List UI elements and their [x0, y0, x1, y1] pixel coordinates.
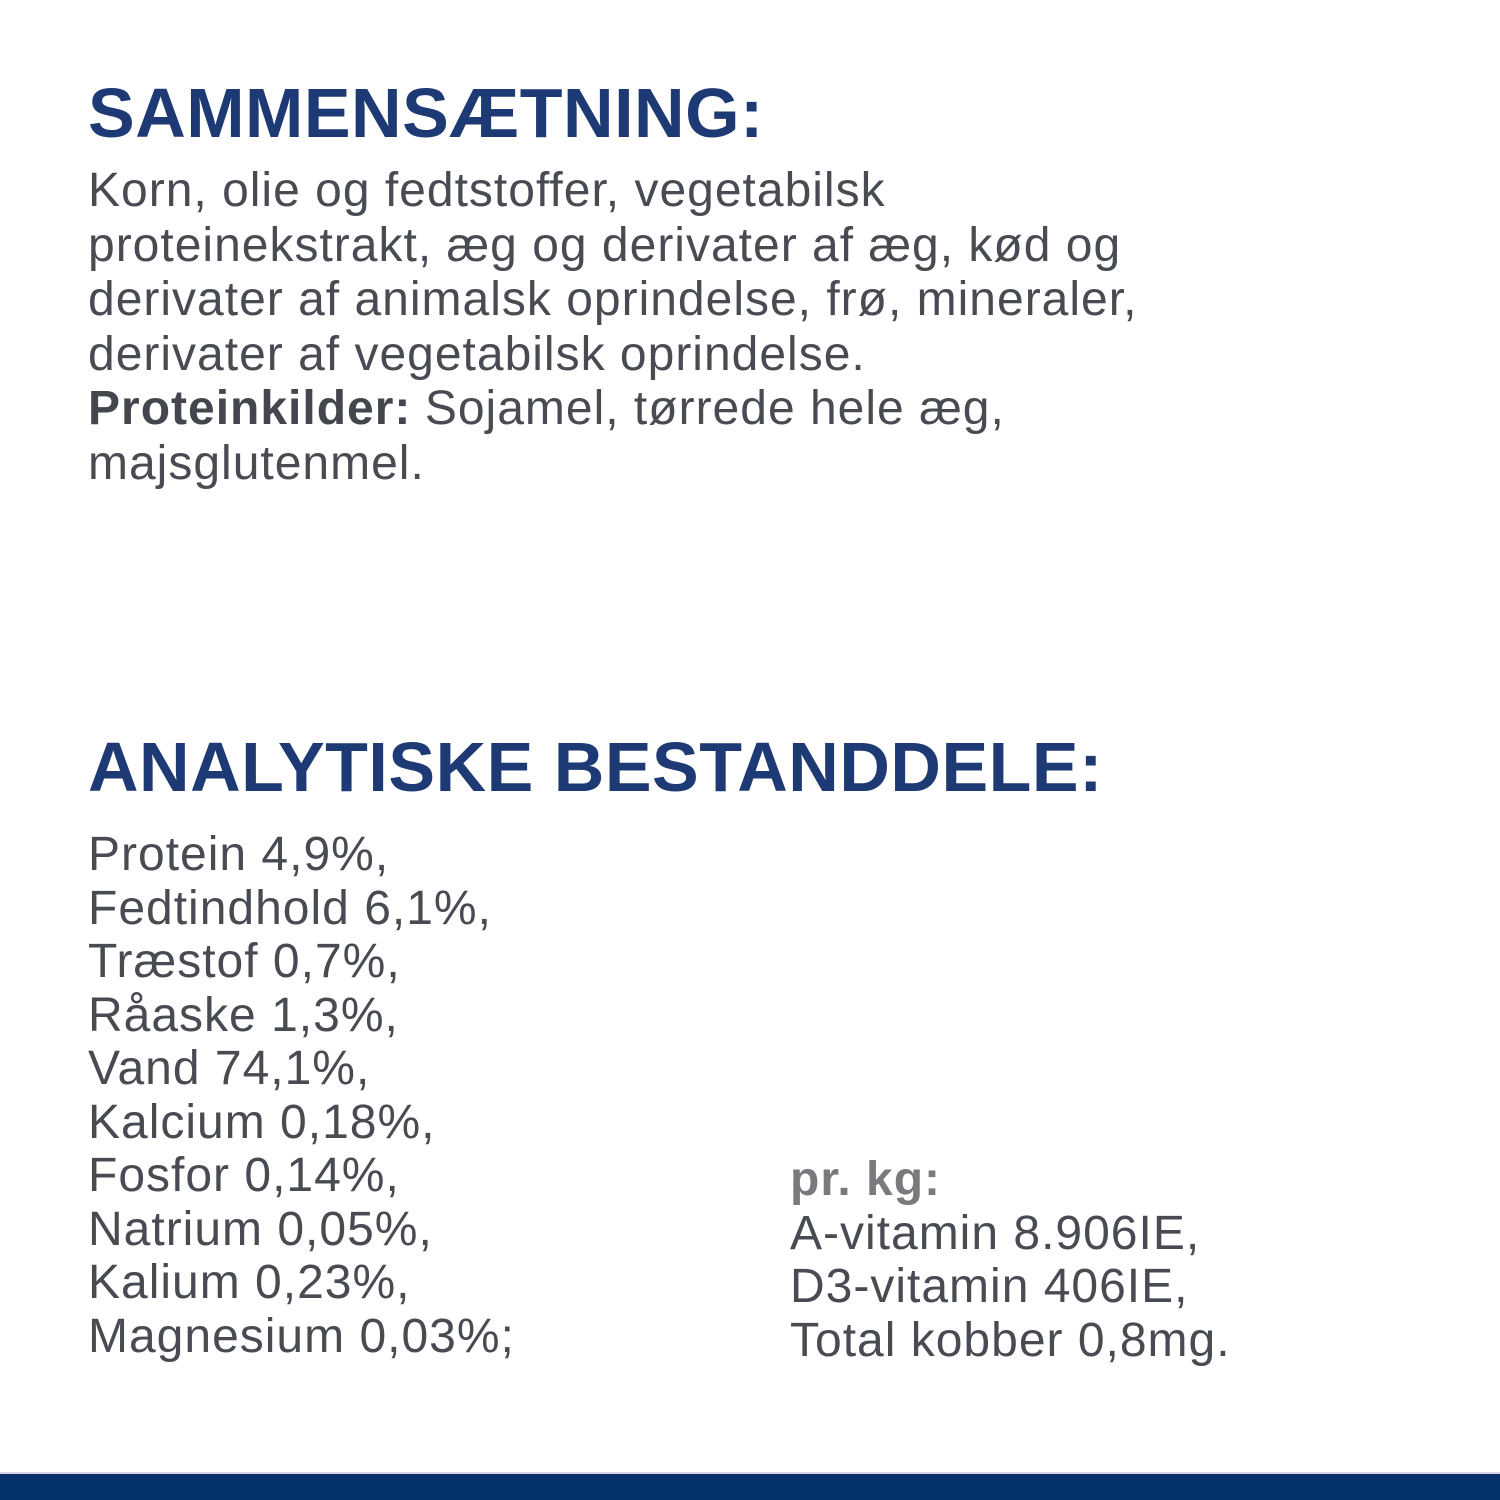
composition-line: Korn, olie og fedtstoffer, vegetabilsk — [88, 164, 886, 217]
composition-line: derivater af vegetabilsk oprindelse. — [88, 327, 866, 381]
composition-heading: SAMMENSÆTNING: — [88, 74, 764, 152]
per-kg-block — [790, 1153, 1231, 1367]
analysis-item-raaaske: Råaske 1,3%, — [88, 988, 399, 1042]
protein-sources-line — [88, 382, 1137, 437]
analysis-item-fedtindhold: Fedtindhold 6,1%, — [88, 881, 492, 935]
per-kg-item-d3-vitamin: D3-vitamin 406IE, — [790, 1260, 1189, 1313]
per-kg-item-total-kobber: Total kobber 0,8mg. — [790, 1313, 1231, 1367]
analysis-item-magnesium: Magnesium 0,03%; — [88, 1309, 515, 1363]
analysis-list — [88, 828, 515, 1363]
protein-sources-label: Proteinkilder: — [88, 382, 412, 435]
analysis-item-kalium: Kalium 0,23%, — [88, 1256, 411, 1309]
analysis-item-traestof: Træstof 0,7%, — [88, 935, 401, 988]
analysis-item-protein: Protein 4,9%, — [88, 828, 390, 881]
protein-sources-text: Sojamel, tørrede hele æg, — [424, 382, 1005, 435]
composition-line: derivater af animalsk oprindelse, frø, mineraler, — [88, 273, 1138, 326]
analysis-item-fosfor: Fosfor 0,14%, — [88, 1149, 400, 1202]
footer-bar — [0, 1472, 1500, 1500]
analysis-item-vand: Vand 74,1%, — [88, 1042, 371, 1095]
protein-sources-line2: majsglutenmel. — [88, 436, 425, 490]
analysis-heading: ANALYTISKE BESTANDDELE: — [88, 728, 1103, 806]
analysis-item-kalcium: Kalcium 0,18%, — [88, 1095, 436, 1149]
composition-line: proteinekstrakt, æg og derivater af æg, kød og — [88, 218, 1122, 272]
per-kg-label: pr. kg: — [790, 1153, 942, 1206]
analysis-item-natrium: Natrium 0,05%, — [88, 1202, 433, 1256]
per-kg-item-a-vitamin: A-vitamin 8.906IE, — [790, 1206, 1201, 1260]
composition-text — [88, 164, 1137, 491]
